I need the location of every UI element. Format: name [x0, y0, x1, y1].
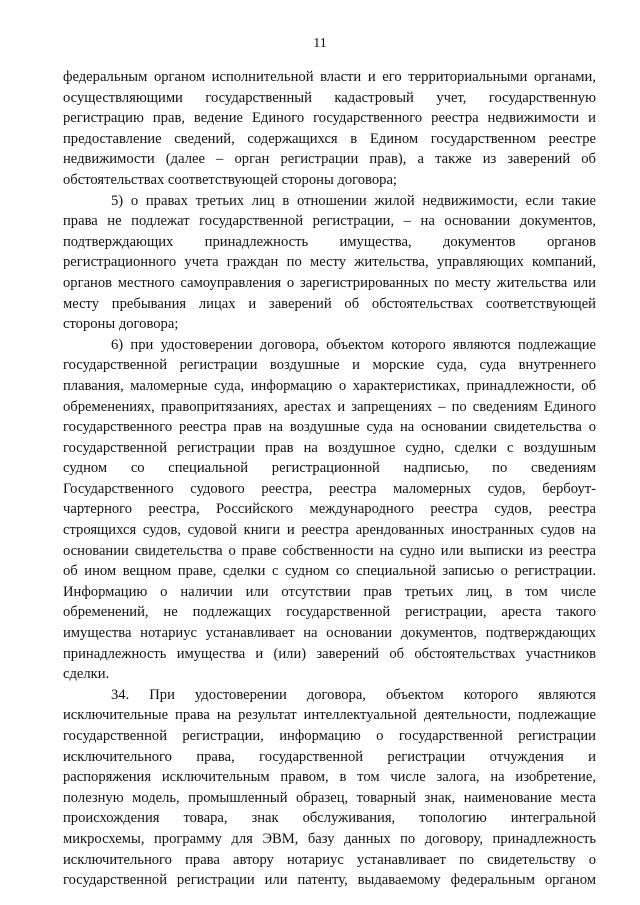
text-line: принадлежность имущества и (или) заверений об обстоятельствах участников: [63, 645, 596, 662]
text-line: плавания, маломерные суда, информацию о характеристиках, принадлежности, об: [63, 377, 596, 394]
paragraph: [63, 685, 596, 891]
paragraph: [63, 191, 596, 335]
text-line: основании свидетельства о праве собственности на судно или выписки из реестра: [63, 542, 596, 559]
page-number: 11: [313, 36, 327, 51]
text-line: подтверждающих принадлежность имущества, документов органов: [63, 233, 596, 250]
text-line: полезную модель, промышленный образец, товарный знак, наименование места: [63, 789, 596, 806]
text-line: имущества нотариус устанавливает на основании документов, подтверждающих: [63, 625, 596, 642]
text-line: судном со специальной регистрационной надписью, по сведениям: [63, 460, 596, 477]
paragraph: [63, 67, 596, 191]
document-body: [63, 67, 596, 891]
text-line: регистрацию прав, ведение Единого государственного реестра недвижимости и: [63, 110, 596, 127]
text-line: Государственного судового реестра, реестра маломерных судов, бербоут-: [63, 480, 596, 497]
text-line: распоряжения исключительным правом, в том числе залога, на изобретение,: [63, 769, 596, 786]
text-line: 34. При удостоверении договора, объектом которого являются: [111, 686, 596, 703]
text-line: исключительные права на результат интеллектуальной деятельности, подлежащие: [63, 707, 596, 724]
text-line: сделки.: [63, 666, 110, 683]
text-line: недвижимости (далее – орган регистрации прав), а также из заверений об: [63, 151, 596, 168]
text-line: исключительного права, государственной регистрации отчуждения и: [63, 748, 596, 765]
text-line: строящихся судов, судовой книги и реестра арендованных иностранных судов на: [63, 522, 596, 539]
text-line: права не подлежат государственной регистрации, – на основании документов,: [63, 213, 596, 230]
text-line: 6) при удостоверении договора, объектом которого являются подлежащие: [111, 336, 596, 353]
text-line: государственного реестра прав на воздушные суда на основании свидетельства о: [63, 419, 596, 436]
text-line: чартерного реестра, Российского международного реестра судов, реестра: [63, 501, 596, 518]
text-line: государственной регистрации, информацию о государственной регистрации: [63, 728, 596, 744]
text-line: предоставление сведений, содержащихся в Едином государственном реестре: [63, 130, 596, 147]
text-line: месту пребывания лицах и заверений об обстоятельствах соответствующей: [63, 295, 596, 312]
text-line: стороны договора;: [63, 316, 179, 333]
text-line: 5) о правах третьих лиц в отношении жилой недвижимости, если такие: [111, 192, 596, 209]
text-line: обременениях, правопритязаниях, арестах и запрещениях – по сведениям Единого: [63, 398, 596, 415]
text-line: Информацию о наличии или отсутствии прав третьих лиц, в том числе: [63, 583, 596, 600]
text-line: об ином вещном праве, сделки с судном со специальной записью о регистрации.: [63, 563, 596, 580]
text-line: происхождения товара, знак обслуживания, топологию интегральной: [63, 810, 596, 827]
text-line: осуществляющими государственный кадастровый учет, государственную: [63, 89, 596, 106]
text-line: государственной регистрации воздушные и морские суда, суда внутреннего: [63, 357, 596, 374]
text-line: государственной регистрации прав на воздушное судно, сделки с воздушным: [63, 439, 596, 456]
text-line: государственной регистрации или патенту, выдаваемому федеральным органом: [63, 872, 596, 889]
text-line: федеральным органом исполнительной власти и его территориальными органами,: [63, 69, 596, 85]
text-line: микросхемы, программу для ЭВМ, базу данных по договору, принадлежность: [63, 830, 596, 847]
text-line: регистрационного учета граждан по месту жительства, управляющих компаний,: [63, 254, 596, 271]
text-line: органов местного самоуправления о зарегистрированных по месту жительства или: [63, 274, 596, 291]
text-line: исключительного права автору нотариус устанавливает по свидетельству о: [63, 851, 596, 868]
text-line: обстоятельствах соответствующей стороны договора;: [63, 171, 397, 188]
text-line: обременений, не подлежащих государственной регистрации, ареста такого: [63, 604, 596, 621]
paragraph: [63, 335, 596, 685]
